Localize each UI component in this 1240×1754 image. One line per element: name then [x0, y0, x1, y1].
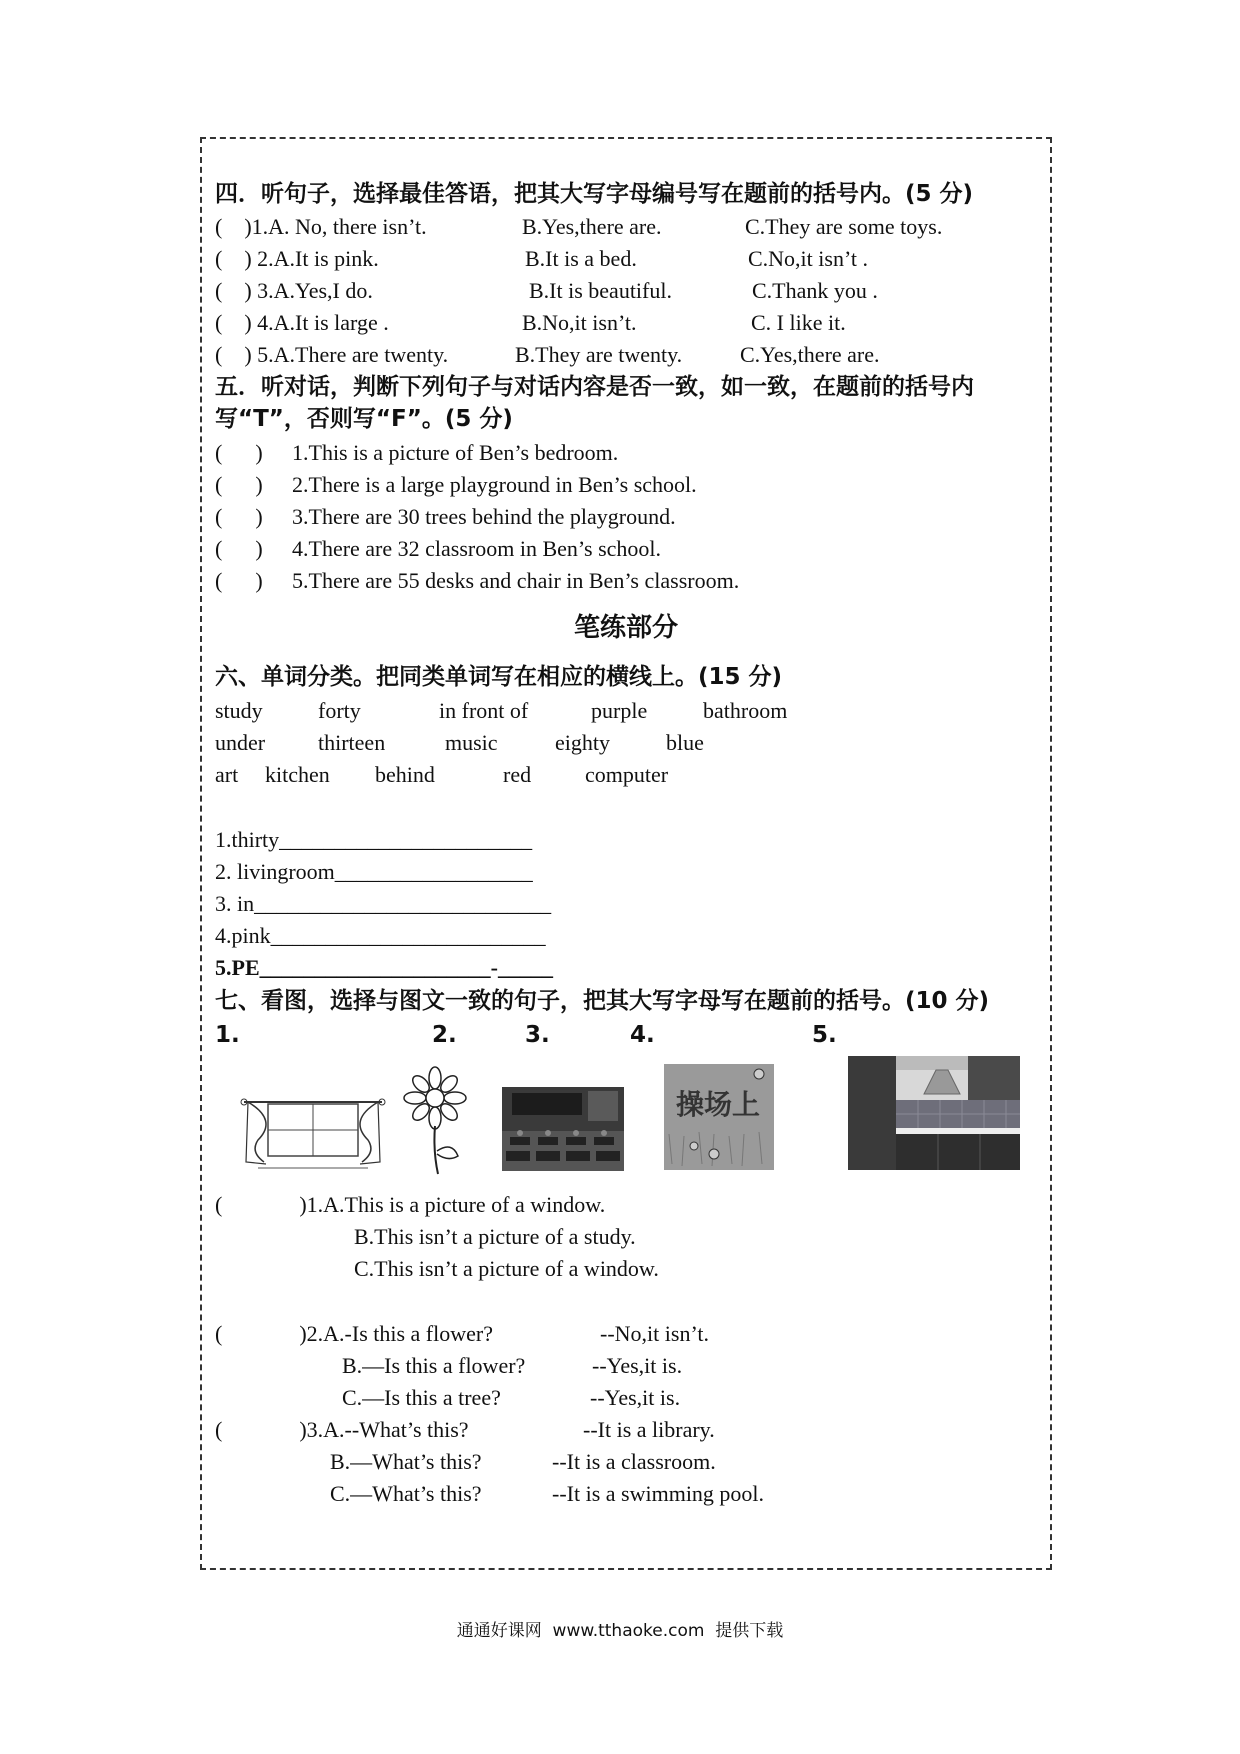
- blank-line-5[interactable]: 5.PE_____________________-_____: [215, 955, 553, 980]
- s4-q3: ( ) 3.A.Yes,I do.: [215, 278, 373, 303]
- playground-picture: [664, 1064, 774, 1170]
- section-4-title: 四．听句子，选择最佳答语，把其大写字母编号写在题前的括号内。(5 分): [215, 181, 974, 207]
- q3-option-b-answer: --It is a classroom.: [552, 1449, 716, 1474]
- word: behind: [375, 762, 435, 787]
- word: study: [215, 698, 263, 723]
- word: music: [445, 730, 498, 755]
- word: purple: [591, 698, 648, 723]
- s5-item-2: 2.There is a large playground in Ben’s school.: [292, 472, 697, 497]
- s4-q4: ( ) 4.A.It is large .: [215, 310, 389, 335]
- q3-option-b-question: B.—What’s this?: [330, 1449, 482, 1474]
- q3-option-a-question: ( )3.A.--What’s this?: [215, 1417, 469, 1442]
- sign-text: 操场上: [675, 1088, 761, 1121]
- section-5-title-line1: 五．听对话，判断下列句子与对话内容是否一致，如一致，在题前的括号内: [215, 374, 974, 400]
- word: bathroom: [703, 698, 788, 723]
- blank-line-3[interactable]: 3. in___________________________: [215, 891, 552, 916]
- s4-q5-b: B.They are twenty.: [515, 342, 683, 367]
- q1-option-b: B.This isn’t a picture of a study.: [354, 1224, 636, 1249]
- s4-q2-c: C.No,it isn’t .: [748, 246, 869, 271]
- pic-num-3: 3.: [525, 1022, 550, 1048]
- word: blue: [666, 730, 704, 755]
- s5-paren-1: ( ): [215, 440, 263, 465]
- s5-paren-2: ( ): [215, 472, 263, 497]
- section-7-title: 七、看图，选择与图文一致的句子，把其大写字母写在题前的括号。(10 分): [215, 988, 990, 1014]
- kitchen-picture: [848, 1056, 1020, 1170]
- s5-paren-3: ( ): [215, 504, 263, 529]
- s4-q4-c: C. I like it.: [751, 310, 846, 335]
- q1-option-c: C.This isn’t a picture of a window.: [354, 1256, 659, 1281]
- s4-q2: ( ) 2.A.It is pink.: [215, 246, 379, 271]
- word: red: [503, 762, 532, 787]
- word: in front of: [439, 698, 529, 723]
- s5-item-4: 4.There are 32 classroom in Ben’s school.: [292, 536, 662, 561]
- blank-line-1[interactable]: 1.thirty_______________________: [215, 827, 533, 852]
- s5-item-3: 3.There are 30 trees behind the playground.: [292, 504, 676, 529]
- footer-source: 通通好课网 www.tthaoke.com 提供下载: [456, 1621, 784, 1641]
- q2-option-b-question: B.—Is this a flower?: [342, 1353, 526, 1378]
- s4-q1: ( )1.A. No, there isn’t.: [215, 214, 427, 239]
- s4-q5: ( ) 5.A.There are twenty.: [215, 342, 449, 367]
- s4-q5-c: C.Yes,there are.: [740, 342, 880, 367]
- written-part-heading: 笔练部分: [573, 613, 678, 643]
- q2-option-c-answer: --Yes,it is.: [590, 1385, 681, 1410]
- flower-picture: [400, 1066, 470, 1176]
- pic-num-2: 2.: [432, 1022, 457, 1048]
- word: forty: [318, 698, 361, 723]
- word: art: [215, 762, 239, 787]
- pic-num-5: 5.: [812, 1022, 837, 1048]
- s5-item-5: 5.There are 55 desks and chair in Ben’s classroom.: [292, 568, 740, 593]
- q3-option-a-answer: --It is a library.: [583, 1417, 715, 1442]
- word: eighty: [555, 730, 610, 755]
- s4-q1-b: B.Yes,there are.: [522, 214, 662, 239]
- q3-option-c-question: C.—What’s this?: [330, 1481, 482, 1506]
- q2-option-b-answer: --Yes,it is.: [592, 1353, 683, 1378]
- pic-num-1: 1.: [215, 1022, 240, 1048]
- classroom-picture: [502, 1087, 624, 1171]
- s4-q4-b: B.No,it isn’t.: [522, 310, 637, 335]
- s5-paren-4: ( ): [215, 536, 263, 561]
- section-6-title: 六、单词分类。把同类单词写在相应的横线上。(15 分): [215, 664, 783, 690]
- q3-option-c-answer: --It is a swimming pool.: [552, 1481, 765, 1506]
- blank-line-4[interactable]: 4.pink_________________________: [215, 923, 546, 948]
- word: computer: [585, 762, 669, 787]
- q2-option-c-question: C.—Is this a tree?: [342, 1385, 501, 1410]
- s5-paren-5: ( ): [215, 568, 263, 593]
- blank-line-2[interactable]: 2. livingroom__________________: [215, 859, 533, 884]
- s4-q3-b: B.It is beautiful.: [529, 278, 672, 303]
- word: thirteen: [318, 730, 386, 755]
- q2-option-a-answer: --No,it isn’t.: [600, 1321, 709, 1346]
- s4-q1-c: C.They are some toys.: [745, 214, 943, 239]
- q2-option-a-question: ( )2.A.-Is this a flower?: [215, 1321, 493, 1346]
- pic-num-4: 4.: [630, 1022, 655, 1048]
- section-5-title-line2: 写“T”，否则写“F”。(5 分): [215, 406, 513, 432]
- word: under: [215, 730, 266, 755]
- q1-option-a: ( )1.A.This is a picture of a window.: [215, 1192, 606, 1217]
- window-picture: [238, 1090, 388, 1170]
- s4-q2-b: B.It is a bed.: [525, 246, 637, 271]
- s4-q3-c: C.Thank you .: [752, 278, 878, 303]
- word: kitchen: [265, 762, 330, 787]
- s5-item-1: 1.This is a picture of Ben’s bedroom.: [292, 440, 619, 465]
